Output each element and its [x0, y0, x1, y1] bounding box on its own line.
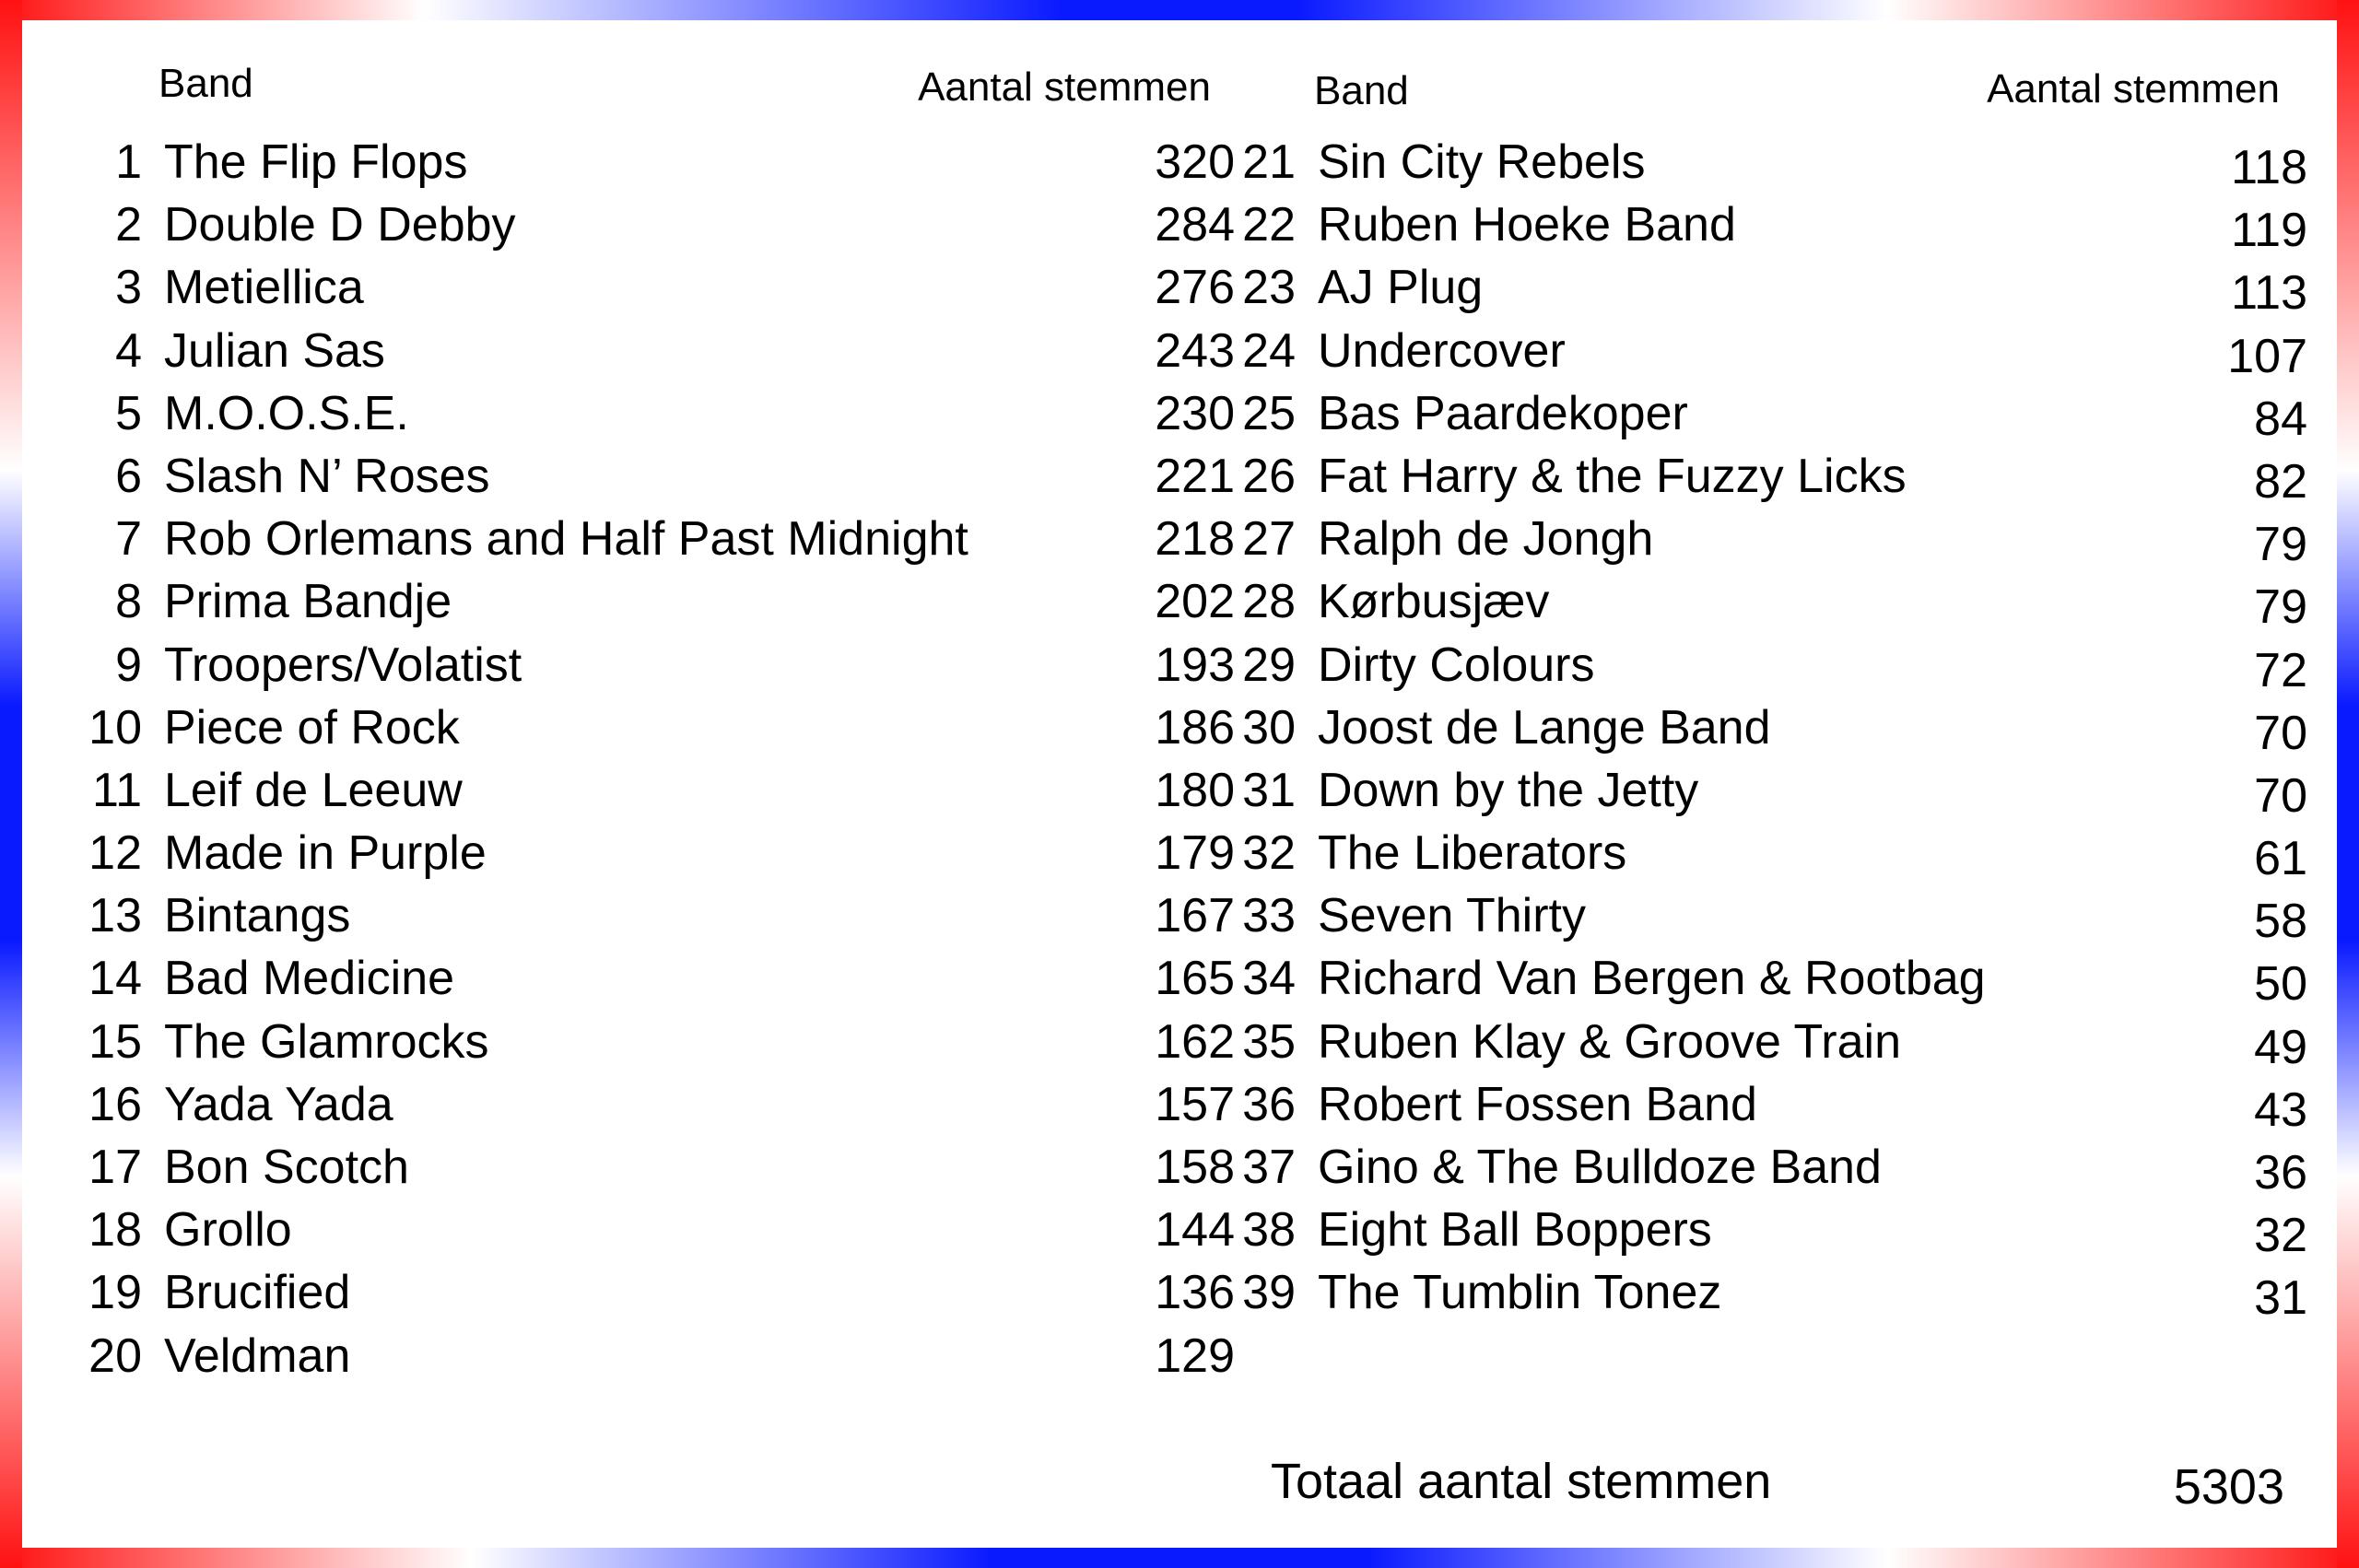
ranking-row	[1211, 508, 2307, 570]
band-name: Brucified	[164, 1266, 351, 1320]
rank-number: 3	[115, 261, 142, 315]
ranking-row	[59, 696, 1235, 759]
vote-count: 193	[1155, 638, 1235, 692]
total-votes	[1271, 1453, 2284, 1517]
ranking-row	[1211, 1011, 2307, 1073]
vote-count: 82	[2254, 454, 2307, 509]
rank-number: 29	[1242, 638, 1296, 692]
vote-count: 186	[1155, 700, 1235, 755]
rank-number: 5	[115, 386, 142, 440]
band-name: Fat Harry & the Fuzzy Licks	[1318, 449, 1907, 503]
vote-count: 157	[1155, 1077, 1235, 1131]
ranking-list-right	[1211, 131, 2307, 1325]
rank-number: 33	[1242, 889, 1296, 943]
vote-count: 144	[1155, 1203, 1235, 1258]
ranking-row	[1211, 382, 2307, 445]
vote-count: 119	[2231, 204, 2307, 258]
band-name: Rob Orlemans and Half Past Midnight	[164, 512, 968, 567]
band-name: M.O.O.S.E.	[164, 386, 409, 440]
ranking-row	[1211, 822, 2307, 884]
ranking-row	[59, 320, 1235, 382]
vote-count: 72	[2254, 643, 2307, 697]
rank-number: 1	[115, 135, 142, 189]
header-band: Band	[1314, 68, 1409, 113]
vote-count: 70	[2254, 768, 2307, 823]
vote-count: 218	[1155, 512, 1235, 567]
ranking-row	[1211, 570, 2307, 633]
band-name: The Glamrocks	[164, 1014, 489, 1069]
total-value: 5303	[2173, 1459, 2284, 1515]
ranking-row	[1211, 320, 2307, 382]
band-name: Sin City Rebels	[1318, 135, 1646, 189]
rank-number: 19	[88, 1266, 142, 1320]
ranking-row	[59, 759, 1235, 822]
ranking-row	[1211, 696, 2307, 759]
ranking-row	[59, 193, 1235, 256]
band-name: Troopers/Volatist	[164, 638, 522, 692]
band-name: The Tumblin Tonez	[1318, 1266, 1722, 1320]
band-name: Ruben Klay & Groove Train	[1318, 1014, 1901, 1069]
ranking-row	[59, 570, 1235, 633]
band-name: Dirty Colours	[1318, 638, 1595, 692]
vote-count: 36	[2254, 1146, 2307, 1199]
band-name: Eight Ball Boppers	[1318, 1203, 1712, 1258]
vote-count: 113	[2231, 266, 2307, 321]
ranking-row	[59, 884, 1235, 947]
ranking-row	[59, 822, 1235, 884]
band-name: Made in Purple	[164, 826, 487, 881]
rank-number: 2	[115, 198, 142, 252]
rank-number: 14	[88, 952, 142, 1006]
rank-number: 7	[115, 512, 142, 567]
results-column-left	[59, 20, 1235, 1387]
rank-number: 6	[115, 449, 142, 503]
vote-count: 276	[1155, 261, 1235, 315]
vote-count: 284	[1155, 198, 1235, 252]
flag-border-top	[0, 0, 2359, 20]
vote-count: 107	[2227, 329, 2307, 383]
ranking-row	[1211, 1261, 2307, 1324]
vote-count: 79	[2254, 518, 2307, 572]
rank-number: 13	[88, 889, 142, 943]
rank-number: 25	[1242, 386, 1296, 440]
rank-number: 38	[1242, 1203, 1296, 1258]
rank-number: 10	[88, 700, 142, 755]
rank-number: 27	[1242, 512, 1296, 567]
band-name: Prima Bandje	[164, 575, 452, 629]
band-name: The Liberators	[1318, 826, 1627, 881]
ranking-row	[1211, 193, 2307, 256]
flag-border-left	[0, 0, 22, 1568]
band-name: Down by the Jetty	[1318, 763, 1699, 817]
rank-number: 32	[1242, 826, 1296, 881]
vote-count: 49	[2254, 1020, 2307, 1074]
ranking-row	[1211, 884, 2307, 947]
rank-number: 36	[1242, 1077, 1296, 1131]
band-name: Seven Thirty	[1318, 889, 1586, 943]
rank-number: 9	[115, 638, 142, 692]
flag-border-right	[2337, 0, 2359, 1568]
rank-number: 11	[92, 763, 142, 817]
vote-count: 31	[2254, 1271, 2307, 1326]
ranking-list-left	[59, 131, 1235, 1387]
band-name: Robert Fossen Band	[1318, 1077, 1757, 1131]
rank-number: 18	[88, 1203, 142, 1258]
ranking-row	[59, 382, 1235, 445]
ranking-row	[1211, 759, 2307, 822]
band-name: Slash N’ Roses	[164, 449, 490, 503]
total-label: Totaal aantal stemmen	[1271, 1454, 1772, 1509]
ranking-row	[1211, 1073, 2307, 1136]
vote-count: 43	[2254, 1082, 2307, 1137]
rank-number: 35	[1242, 1014, 1296, 1069]
band-name: Veldman	[164, 1328, 351, 1383]
column-header	[59, 20, 1211, 131]
band-name: Yada Yada	[164, 1077, 393, 1131]
ranking-row	[59, 508, 1235, 570]
band-name: Kørbusjæv	[1318, 575, 1550, 629]
band-name: Ralph de Jongh	[1318, 512, 1654, 567]
rank-number: 28	[1242, 575, 1296, 629]
band-name: Metiellica	[164, 261, 364, 315]
vote-count: 180	[1155, 763, 1235, 817]
band-name: Richard Van Bergen & Rootbag	[1318, 952, 1986, 1006]
vote-count: 165	[1155, 952, 1235, 1006]
band-name: Bad Medicine	[164, 952, 455, 1006]
ranking-row	[1211, 131, 2307, 193]
ranking-row	[59, 947, 1235, 1010]
ranking-row	[1211, 947, 2307, 1010]
vote-count: 179	[1155, 826, 1235, 881]
header-votes: Aantal stemmen	[918, 64, 1211, 110]
ranking-row	[59, 1136, 1235, 1199]
ranking-row	[59, 445, 1235, 508]
vote-count: 158	[1155, 1141, 1235, 1194]
rank-number: 20	[88, 1328, 142, 1383]
ranking-row	[59, 1325, 1235, 1387]
band-name: Gino & The Bulldoze Band	[1318, 1141, 1882, 1194]
vote-count: 84	[2254, 392, 2307, 446]
rank-number: 26	[1242, 449, 1296, 503]
band-name: Double D Debby	[164, 198, 516, 252]
rank-number: 30	[1242, 700, 1296, 755]
rank-number: 8	[115, 575, 142, 629]
rank-number: 39	[1242, 1266, 1296, 1320]
rank-number: 15	[88, 1014, 142, 1069]
ranking-row	[1211, 445, 2307, 508]
vote-count: 129	[1155, 1328, 1235, 1383]
ranking-row	[1211, 634, 2307, 696]
rank-number: 4	[115, 323, 142, 378]
band-name: Ruben Hoeke Band	[1318, 198, 1736, 252]
band-name: Julian Sas	[164, 323, 385, 378]
ranking-row	[59, 1199, 1235, 1261]
vote-count: 79	[2254, 580, 2307, 635]
vote-count: 32	[2254, 1209, 2307, 1263]
rank-number: 21	[1242, 135, 1296, 189]
rank-number: 34	[1242, 952, 1296, 1006]
ranking-row	[1211, 256, 2307, 319]
vote-count: 136	[1155, 1266, 1235, 1320]
ranking-row	[59, 1011, 1235, 1073]
vote-count: 118	[2231, 141, 2307, 194]
band-name: Grollo	[164, 1203, 292, 1258]
rank-number: 24	[1242, 323, 1296, 378]
vote-count: 320	[1155, 135, 1235, 189]
band-name: Piece of Rock	[164, 700, 460, 755]
vote-count: 243	[1155, 323, 1235, 378]
ranking-row	[59, 1073, 1235, 1136]
vote-count: 221	[1155, 449, 1235, 503]
ranking-row	[59, 131, 1235, 193]
band-name: Joost de Lange Band	[1318, 700, 1771, 755]
band-name: The Flip Flops	[164, 135, 468, 189]
band-name: Bas Paardekoper	[1318, 386, 1688, 440]
vote-count: 58	[2254, 895, 2307, 949]
rank-number: 31	[1242, 763, 1296, 817]
vote-count: 50	[2254, 957, 2307, 1012]
rank-number: 23	[1242, 261, 1296, 315]
vote-count: 70	[2254, 706, 2307, 760]
ranking-row	[59, 634, 1235, 696]
rank-number: 37	[1242, 1141, 1296, 1194]
header-votes: Aantal stemmen	[1987, 66, 2280, 111]
flag-border-bottom	[0, 1548, 2359, 1568]
band-name: Bon Scotch	[164, 1141, 409, 1194]
results-column-right	[1211, 20, 2307, 1325]
ranking-row	[59, 1261, 1235, 1324]
vote-count: 162	[1155, 1014, 1235, 1069]
rank-number: 16	[88, 1077, 142, 1131]
band-name: AJ Plug	[1318, 261, 1484, 315]
band-name: Bintangs	[164, 889, 351, 943]
rank-number: 22	[1242, 198, 1296, 252]
band-name: Leif de Leeuw	[164, 763, 463, 817]
results-content	[22, 20, 2337, 1548]
header-band: Band	[158, 61, 253, 106]
ranking-row	[1211, 1136, 2307, 1199]
ranking-row	[59, 256, 1235, 319]
rank-number: 12	[88, 826, 142, 881]
vote-count: 202	[1155, 575, 1235, 629]
ranking-row	[1211, 1199, 2307, 1261]
band-name: Undercover	[1318, 323, 1566, 378]
rank-number: 17	[88, 1141, 142, 1194]
vote-count: 167	[1155, 889, 1235, 943]
vote-count: 230	[1155, 386, 1235, 440]
column-header	[1211, 20, 2307, 131]
vote-count: 61	[2254, 832, 2307, 886]
